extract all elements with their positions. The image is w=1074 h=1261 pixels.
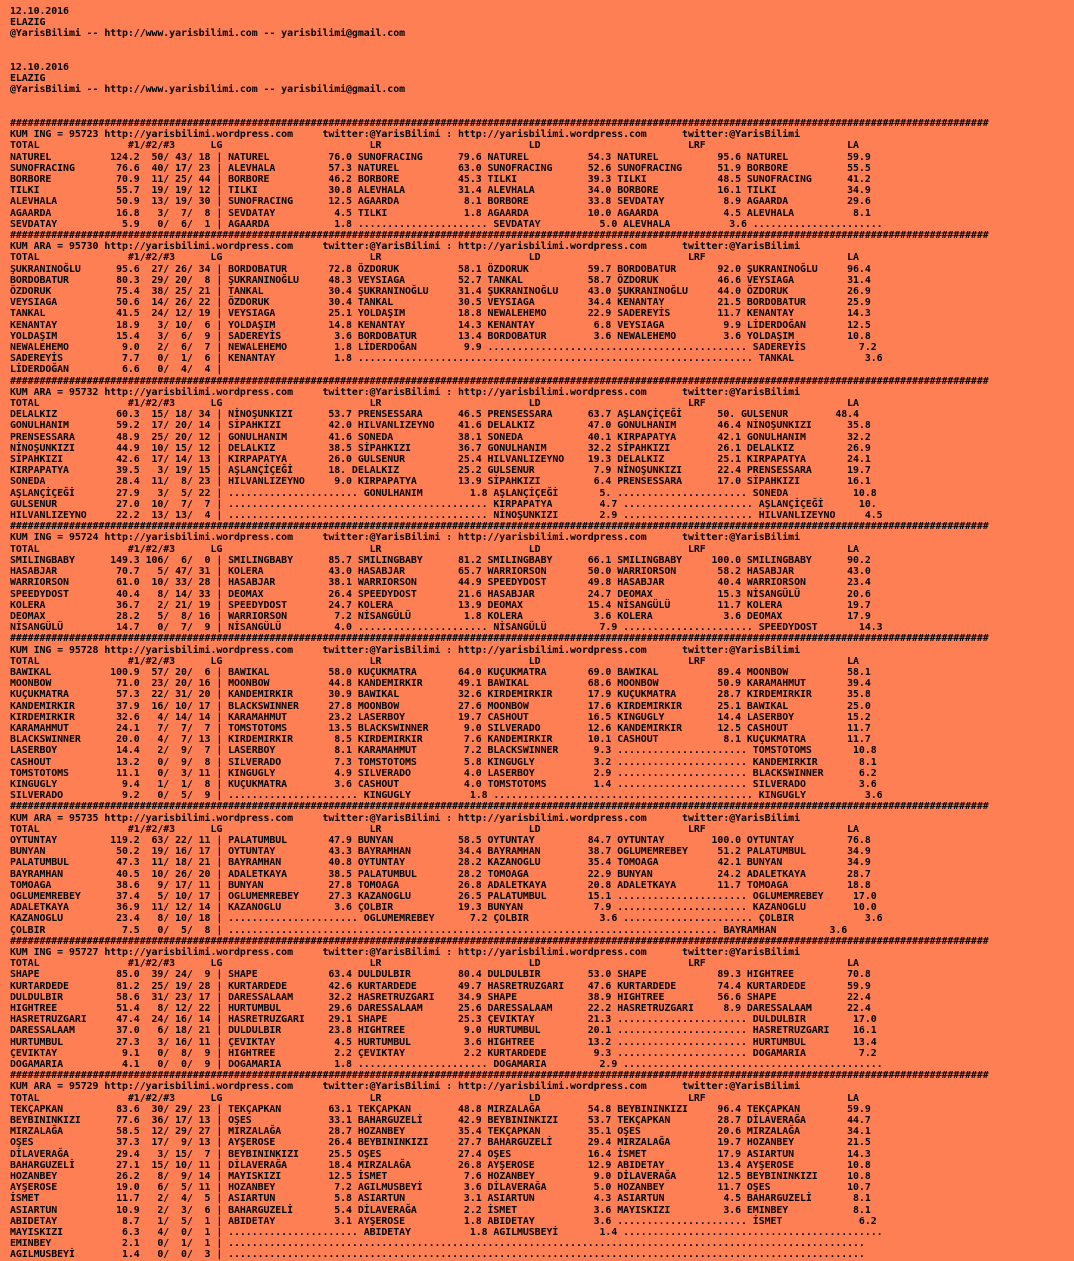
text-line: KUM ING = 95727 http://yarisbilimi.wordpress.com twitter:@YarisBilimi : http://yarisbilimi.wordpress.com twitter:@YarisBilimi bbox=[10, 947, 800, 958]
text-line: KURTARDEDE 81.2 25/ 19/ 28 | KURTARDEDE 42.6 KURTARDEDE 49.7 HASRETRUZGARI 47.6 KURTARDEDE 74.4 KURTARDEDE 59.9 bbox=[10, 980, 871, 992]
text-line: TOTAL #1/#2/#3 LG LR LD LRF LA bbox=[10, 140, 859, 152]
text-line: KUM ING = 95724 http://yarisbilimi.wordpress.com twitter:@YarisBilimi : http://yarisbilimi.wordpress.com twitter:@YarisBilimi bbox=[10, 532, 800, 544]
text-line: SMILINGBABY 149.3 106/ 6/ 0 | SMILINGBABY 85.7 SMILINGBABY 81.2 SMILINGBABY 66.1 SMILINGBABY 100.0 SMILINGBABY 90.2 bbox=[10, 554, 871, 566]
text-line: DOGAMARIA 4.1 0/ 0/ 9 | DOGAMARIA 1.8 ...................... DOGAMARIA 2.9 ............................................ bbox=[10, 1059, 883, 1071]
text-line: HASABJAR 70.7 5/ 47/ 31 | KOLERA 43.0 HASABJAR 65.7 WARRIORSON 50.0 WARRIORSON 58.2 HASABJAR 43.0 bbox=[10, 566, 871, 578]
text-line: KENANTAY 18.9 3/ 10/ 6 | YOLDAŞIM 14.8 KENANTAY 14.3 KENANTAY 6.8 VEYSIAGA 9.9 LİDERDOĞAN 12.5 bbox=[10, 319, 871, 331]
text-line: ABIDETAY 8.7 1/ 5/ 1 | ABIDETAY 3.1 AYŞEROSE 1.8 ABIDETAY 3.6 ...................... İSMET 6.2 bbox=[10, 1215, 877, 1227]
text-line: BUNYAN 50.2 19/ 16/ 17 | OYTUNTAY 43.3 BAYRAMHAN 34.4 BAYRAMHAN 38.7 OGLUMEMREBEY 51.2 PALATUMBUL 34.9 bbox=[10, 846, 871, 858]
text-line: WARRIORSON 61.0 10/ 33/ 28 | HASABJAR 38.1 WARRIORSON 44.9 SPEEDYDOST 49.8 HASABJAR 40.4 WARRIORSON 23.4 bbox=[10, 577, 871, 589]
text-line: SHAPE 85.0 39/ 24/ 9 | SHAPE 63.4 DULDULBIR 80.4 DULDULBIR 53.0 SHAPE 89.3 HIGHTREE 70.8 bbox=[10, 969, 871, 981]
text-line: EMINBEY 2.1 0/ 1/ 1 | ............................................................................................................ bbox=[10, 1238, 865, 1250]
text-line: PRENSESSARA 48.9 25/ 20/ 12 | GONULHANIM 41.6 SONEDA 38.1 SONEDA 40.1 KIRPAPATYA 42.1 GONULHANIM 32.2 bbox=[10, 431, 871, 443]
text-line bbox=[10, 40, 1068, 51]
text-line: ŞUKRANINOĞLU 95.6 27/ 26/ 34 | BORDOBATUR 72.8 ÖZDORUK 58.1 ÖZDORUK 59.7 BORDOBATUR 92.0 ŞUKRANINOĞLU 96.4 bbox=[10, 263, 871, 275]
text-line: ELAZIG bbox=[10, 73, 46, 85]
text-line: YOLDAŞIM 15.4 3/ 6/ 9 | SADEREYİS 3.6 BORDOBATUR 13.4 BORDOBATUR 3.6 NEWALEHEMO 3.6 YOLDAŞIM 10.8 bbox=[10, 330, 871, 342]
text-line: AŞLANÇİÇEĞİ 27.9 3/ 5/ 22 | ...................... GONULHANIM 1.8 AŞLANÇİÇEĞİ 5. ...................... SONEDA 10.8 bbox=[10, 487, 877, 499]
text-line: AGAARDA 16.8 3/ 7/ 8 | SEVDATAY 4.5 TILKI 1.8 AGAARDA 10.0 AGAARDA 4.5 ALEVHALA 8.1 bbox=[10, 207, 871, 219]
text-line: KINGUGLY 9.4 1/ 1/ 8 | KUÇUKMATRA 3.6 CASHOUT 4.0 TOMSTOTOMS 1.4 ...................... SILVERADO 3.6 bbox=[10, 778, 877, 790]
section-divider: ###################################################################################################################################################################### bbox=[10, 633, 989, 645]
text-line: AYŞEROSE 19.0 6/ 5/ 11 | HOZANBEY 7.2 AGILMUSBEYİ 3.6 DİLAVERAĞA 5.0 HOZANBEY 11.7 OŞES 10.7 bbox=[10, 1182, 871, 1194]
text-line: ÇOLBIR 7.5 0/ 5/ 8 | ................................................................................... BAYRAMHAN 3.6 bbox=[10, 924, 848, 936]
text-line: DARESSALAAM 37.0 6/ 18/ 21 | DULDULBIR 23.8 HIGHTREE 9.0 HURTUMBUL 20.1 ...................... HASRETRUZGARI 16.1 bbox=[10, 1025, 877, 1037]
text-line: KUM ING = 95723 http://yarisbilimi.wordpress.com twitter:@YarisBilimi : http://yarisbilimi.wordpress.com twitter:@YarisBilimi bbox=[10, 129, 800, 141]
text-line: TANKAL 41.5 24/ 12/ 19 | VEYSIAGA 25.1 YOLDAŞIM 18.8 NEWALEHEMO 22.9 SADEREYİS 11.7 KENANTAY 14.3 bbox=[10, 308, 871, 320]
text-line: KUM ARA = 95730 http://yarisbilimi.wordpress.com twitter:@YarisBilimi : http://yarisbilimi.wordpress.com twitter:@YarisBilimi bbox=[10, 241, 800, 253]
text-line: TOMSTOTOMS 11.1 0/ 3/ 11 | KINGUGLY 4.9 SILVERADO 4.0 LASERBOY 2.9 ...................... BLACKSWINNER 6.2 bbox=[10, 767, 877, 779]
text-line: NİNOŞUNKIZI 44.9 10/ 15/ 12 | DELALKIZ 38.5 SİPAHKIZI 36.7 GONULHANIM 32.2 SİPAHKIZI 26.1 DELALKIZ 26.9 bbox=[10, 442, 871, 454]
text-line: OŞES 37.3 17/ 9/ 13 | AYŞEROSE 26.4 BEYBININKIZI 27.7 BAHARGUZELİ 29.4 MIRZALAĞA 19.7 HOZANBEY 21.5 bbox=[10, 1137, 871, 1149]
text-line: @YarisBilimi -- http://www.yarisbilimi.com -- yarisbilimi@gmail.com bbox=[10, 84, 405, 96]
text-line: KUM ARA = 95729 http://yarisbilimi.wordpress.com twitter:@YarisBilimi : http://yarisbilimi.wordpress.com twitter:@YarisBilimi bbox=[10, 1081, 800, 1093]
text-line: SEVDATAY 5.9 0/ 6/ 1 | AGAARDA 1.8 ...................... SEVDATAY 5.0 ALEVHALA 3.6 ...................... bbox=[10, 218, 883, 230]
text-line: AGILMUSBEYİ 1.4 0/ 0/ 3 | ............................................................................................................ bbox=[10, 1249, 865, 1261]
text-line: CASHOUT 13.2 0/ 9/ 8 | SILVERADO 7.3 TOMSTOTOMS 5.8 KINGUGLY 3.2 ...................... KANDEMIRKIR 8.1 bbox=[10, 756, 877, 768]
text-line: TOTAL #1/#2/#3 LG LR LD LRF LA bbox=[10, 823, 859, 835]
text-line: TILKI 55.7 19/ 19/ 12 | TILKI 30.8 ALEVHALA 31.4 ALEVHALA 34.0 BORBORE 16.1 TILKI 34.9 bbox=[10, 185, 871, 197]
text-line: SUNOFRACING 76.6 40/ 17/ 23 | ALEVHALA 57.3 NATUREL 63.0 SUNOFRACING 52.6 SUNOFRACING 51.9 BORBORE 55.5 bbox=[10, 162, 871, 174]
text-line: İSMET 11.7 2/ 4/ 5 | ASIARTUN 5.8 ASIARTUN 3.1 ASIARTUN 4.3 ASIARTUN 4.5 BAHARGUZELİ 8.1 bbox=[10, 1193, 871, 1205]
text-line: LASERBOY 14.4 2/ 9/ 7 | LASERBOY 8.1 KARAMAHMUT 7.2 BLACKSWINNER 9.3 ...................... TOMSTOTOMS 10.8 bbox=[10, 745, 877, 757]
section-divider: ###################################################################################################################################################################### bbox=[10, 117, 989, 129]
text-line: OGLUMEMREBEY 37.4 5/ 10/ 17 | OGLUMEMREBEY 27.3 KAZANOGLU 26.5 PALATUMBUL 15.1 ...................... OGLUMEMREBEY 17.0 bbox=[10, 890, 877, 902]
text-line: OYTUNTAY 119.2 63/ 22/ 11 | PALATUMBUL 47.9 BUNYAN 58.5 OYTUNTAY 84.7 OYTUNTAY 100.0 OYTUNTAY 76.8 bbox=[10, 834, 871, 846]
section-divider: ###################################################################################################################################################################### bbox=[10, 935, 989, 947]
text-line: HILVANLIZEYNO 22.2 13/ 13/ 4 | ............................................ NİNOŞUNKIZI 2.9 ...................... HILVANLIZEYNO 4.5 bbox=[10, 510, 883, 522]
text-line: DELALKIZ 60.3 15/ 18/ 34 | NİNOŞUNKIZI 53.7 PRENSESSARA 46.5 PRENSESSARA 63.7 AŞLANÇİÇEĞİ 50. GULSENUR 48.4 bbox=[10, 409, 859, 421]
text-line: SILVERADO 9.2 0/ 5/ 9 | ...................... KINGUGLY 1.8 ............................................ KINGUGLY 3.6 bbox=[10, 790, 883, 802]
text-line: HOZANBEY 26.2 8/ 9/ 14 | MAYISKIZI 12.5 İSMET 7.6 HOZANBEY 9.0 DİLAVERAĞA 12.5 BEYBININKIZI 10.8 bbox=[10, 1171, 871, 1183]
text-line: SPEEDYDOST 40.4 8/ 14/ 33 | DEOMAX 26.4 SPEEDYDOST 21.6 HASABJAR 24.7 DEOMAX 15.3 NİSANGÜLÜ 20.6 bbox=[10, 588, 871, 600]
text-line: KAZANOGLU 23.4 8/ 10/ 18 | ...................... OGLUMEMREBEY 7.2 ÇOLBIR 3.6 ...................... ÇOLBIR 3.6 bbox=[10, 913, 883, 925]
text-line: BAWIKAL 100.9 57/ 20/ 6 | BAWIKAL 58.0 KUÇUKMATRA 64.0 KUÇUKMATRA 69.0 BAWIKAL 89.4 MOONBOW 58.1 bbox=[10, 666, 871, 678]
text-line: KARAMAHMUT 24.1 7/ 7/ 7 | TOMSTOTOMS 13.5 BLACKSWINNER 9.0 SILVERADO 12.6 KANDEMIRKIR 12.5 CASHOUT 11.7 bbox=[10, 722, 871, 734]
text-line: KUM ARA = 95735 http://yarisbilimi.wordpress.com twitter:@YarisBilimi : http://yarisbilimi.wordpress.com twitter:@YarisBilimi bbox=[10, 812, 800, 824]
text-line: BORBORE 70.9 11/ 25/ 44 | BORBORE 46.2 BORBORE 45.3 TILKI 39.3 TILKI 48.5 SUNOFRACING 41.2 bbox=[10, 173, 871, 185]
text-line: KANDEMIRKIR 37.9 16/ 10/ 17 | BLACKSWINNER 27.8 MOONBOW 27.6 MOONBOW 17.6 KIRDEMIRKIR 25.1 BAWIKAL 25.0 bbox=[10, 700, 871, 712]
text-line: DEOMAX 28.2 5/ 8/ 16 | WARRIORSON 7.2 NİSANGÜLÜ 1.8 KOLERA 3.6 KOLERA 3.6 DEOMAX 17.9 bbox=[10, 610, 871, 622]
text-line: TEKÇAPKAN 83.6 30/ 29/ 23 | TEKÇAPKAN 63.1 TEKÇAPKAN 48.8 MIRZALAĞA 54.8 BEYBININKIZI 96.4 TEKÇAPKAN 59.9 bbox=[10, 1103, 871, 1115]
text-line: 12.10.2016 bbox=[10, 61, 69, 73]
text-line: HIGHTREE 51.4 8/ 12/ 22 | HURTUMBUL 29.6 DARESSALAAM 25.6 DARESSALAAM 22.2 HASRETRUZGARI 8.9 DARESSALAAM 22.4 bbox=[10, 1003, 871, 1015]
text-line: 12.10.2016 bbox=[10, 6, 69, 17]
text-line: ASIARTUN 10.9 2/ 3/ 6 | BAHARGUZELİ 5.4 DİLAVERAĞA 2.2 İSMET 3.6 MAYISKIZI 3.6 EMINBEY 8.1 bbox=[10, 1204, 871, 1216]
text-line: VEYSIAGA 50.6 14/ 26/ 22 | ÖZDORUK 30.4 TANKAL 30.5 VEYSIAGA 34.4 KENANTAY 21.5 BORDOBATUR 25.9 bbox=[10, 297, 871, 309]
text-line: BLACKSWINNER 20.0 4/ 7/ 13 | KIRDEMIRKIR 8.5 KIRDEMIRKIR 7.6 KANDEMIRKIR 10.1 CASHOUT 8.1 KUÇUKMATRA 11.7 bbox=[10, 734, 871, 746]
text-line: TOTAL #1/#2/#3 LG LR LD LRF LA bbox=[10, 1092, 859, 1104]
text-line: MOONBOW 71.0 23/ 20/ 16 | MOONBOW 44.8 KANDEMIRKIR 49.1 BAWIKAL 68.6 MOONBOW 50.9 KARAMAHMUT 39.4 bbox=[10, 678, 871, 690]
text-line: TOTAL #1/#2/#3 LG LR LD LRF LA bbox=[10, 252, 859, 264]
text-line: KIRPAPATYA 39.5 3/ 19/ 15 | AŞLANÇİÇEĞİ 18. DELALKIZ 25.2 GULSENUR 7.9 NİNOŞUNKIZI 22.4 PRENSESSARA 19.7 bbox=[10, 465, 871, 477]
text-line: @YarisBilimi -- http://www.yarisbilimi.com -- yarisbilimi@gmail.com bbox=[10, 28, 405, 40]
text-line bbox=[10, 51, 1068, 62]
text-line: DULDULBIR 58.6 31/ 23/ 17 | DARESSALAAM 32.2 HASRETRUZGARI 34.9 SHAPE 38.9 HIGHTREE 56.6 SHAPE 22.4 bbox=[10, 991, 871, 1003]
text-line: NATUREL 124.2 50/ 43/ 18 | NATUREL 76.0 SUNOFRACING 79.6 NATUREL 54.3 NATUREL 95.6 NATUREL 59.9 bbox=[10, 151, 871, 163]
text-line: PALATUMBUL 47.3 11/ 18/ 21 | BAYRAMHAN 40.8 OYTUNTAY 28.2 KAZANOGLU 35.4 TOMOAGA 42.1 BUNYAN 34.9 bbox=[10, 857, 871, 869]
text-line: KIRDEMIRKIR 32.6 4/ 14/ 14 | KARAMAHMUT 23.2 LASERBOY 19.7 CASHOUT 16.5 KINGUGLY 14.4 LASERBOY 15.2 bbox=[10, 711, 871, 723]
section-divider: ###################################################################################################################################################################### bbox=[10, 801, 989, 813]
text-line: ÖZDORUK 75.4 38/ 25/ 21 | TANKAL 30.4 ŞUKRANINOĞLU 31.4 ŞUKRANINOĞLU 43.0 ŞUKRANINOĞLU 44.0 ÖZDORUK 26.9 bbox=[10, 286, 871, 298]
text-line: TOTAL #1/#2/#3 LG LR LD LRF LA bbox=[10, 543, 859, 555]
text-line: HASRETRUZGARI 47.4 24/ 16/ 14 | HASRETRUZGARI 29.1 SHAPE 25.3 ÇEVIKTAY 21.3 ...................... DULDULBIR 17.0 bbox=[10, 1014, 877, 1026]
text-line: ALEVHALA 50.9 13/ 19/ 30 | SUNOFRACING 12.5 AGAARDA 8.1 BORBORE 33.8 SEVDATAY 8.9 AGAARDA 29.6 bbox=[10, 196, 871, 208]
section-divider: ###################################################################################################################################################################### bbox=[10, 375, 989, 387]
section-divider: ###################################################################################################################################################################### bbox=[10, 230, 989, 241]
text-line: ADALETKAYA 36.9 11/ 12/ 14 | KAZANOGLU 3.6 ÇOLBIR 19.3 BUNYAN 7.9 ...................... KAZANOGLU 10.0 bbox=[10, 902, 877, 914]
text-line: SİPAHKIZI 42.6 17/ 14/ 13 | KIRPAPATYA 26.0 GULSENUR 25.4 HILVANLIZEYNO 19.3 DELALKIZ 25.1 KIRPAPATYA 24.1 bbox=[10, 454, 871, 466]
text-line: SONEDA 28.4 11/ 8/ 23 | HILVANLIZEYNO 9.0 KIRPAPATYA 13.9 SİPAHKIZI 6.4 PRENSESSARA 17.0 SİPAHKIZI 16.1 bbox=[10, 476, 871, 488]
text-line: ELAZIG bbox=[10, 17, 46, 29]
text-line: MIRZALAĞA 58.5 12/ 29/ 27 | MIRZALAĞA 28.7 HOZANBEY 35.4 TEKÇAPKAN 35.1 OŞES 20.6 MIRZALAĞA 34.1 bbox=[10, 1126, 871, 1138]
text-line: KUM ARA = 95732 http://yarisbilimi.wordpress.com twitter:@YarisBilimi : http://yarisbilimi.wordpress.com twitter:@YarisBilimi bbox=[10, 386, 800, 398]
text-line: MAYISKIZI 6.3 4/ 0/ 1 | ...................... ABIDETAY 1.8 AGILMUSBEYİ 1.4 ............................................ bbox=[10, 1227, 883, 1239]
text-line: TOTAL #1/#2/#3 LG LR LD LRF LA bbox=[10, 655, 859, 667]
text-line: KOLERA 36.7 2/ 21/ 19 | SPEEDYDOST 24.7 KOLERA 13.9 DEOMAX 15.4 NİSANGÜLÜ 11.7 KOLERA 19.7 bbox=[10, 599, 871, 611]
text-line: BAHARGUZELİ 27.1 15/ 10/ 11 | DİLAVERAĞA 18.4 MIRZALAĞA 26.8 AYŞEROSE 12.9 ABIDETAY 13.4 AYŞEROSE 10.8 bbox=[10, 1159, 871, 1171]
text-line: SADEREYİS 7.7 0/ 1/ 6 | KENANTAY 1.8 ................................................................... TANKAL 3.6 bbox=[10, 353, 883, 365]
text-line: HURTUMBUL 27.3 3/ 16/ 11 | ÇEVIKTAY 4.5 HURTUMBUL 3.6 HIGHTREE 13.2 ...................... HURTUMBUL 13.4 bbox=[10, 1036, 877, 1048]
text-line: KUM ING = 95728 http://yarisbilimi.wordpress.com twitter:@YarisBilimi : http://yarisbilimi.wordpress.com twitter:@YarisBilimi bbox=[10, 644, 800, 656]
text-line: LİDERDOĞAN 6.6 0/ 4/ 4 | bbox=[10, 364, 223, 376]
text-line: NEWALEHEMO 9.0 2/ 6/ 7 | NEWALEHEMO 1.8 LİDERDOĞAN 9.9 ............................................ SADEREYİS 7.2 bbox=[10, 342, 877, 354]
text-line: BAYRAMHAN 40.5 10/ 26/ 20 | ADALETKAYA 38.5 PALATUMBUL 28.2 TOMOAGA 22.9 BUNYAN 24.2 ADALETKAYA 28.7 bbox=[10, 868, 871, 880]
text-line: DİLAVERAĞA 29.4 3/ 15/ 7 | BEYBININKIZI 25.5 OŞES 27.4 OŞES 16.4 İSMET 17.9 ASIARTUN 14.3 bbox=[10, 1148, 871, 1160]
text-line: TOTAL #1/#2/#3 LG LR LD LRF LA bbox=[10, 958, 859, 970]
text-line: TOMOAGA 38.6 9/ 17/ 11 | BUNYAN 27.8 TOMOAGA 26.8 ADALETKAYA 20.8 ADALETKAYA 11.7 TOMOAGA 18.8 bbox=[10, 879, 871, 891]
race-results-text bbox=[10, 6, 1068, 1261]
text-line: NİSANGÜLÜ 14.7 0/ 7/ 9 | NİSANGÜLÜ 4.0 ...................... NİSANGÜLÜ 7.9 ...................... SPEEDYDOST 14.3 bbox=[10, 622, 883, 634]
text-line bbox=[10, 96, 1068, 107]
text-line: GONULHANIM 59.2 17/ 20/ 14 | SİPAHKIZI 42.0 HILVANLIZEYNO 41.6 DELALKIZ 47.0 GONULHANIM 46.4 NİNOŞUNKIZI 35.8 bbox=[10, 420, 871, 432]
text-line bbox=[10, 107, 1068, 118]
text-line: KUÇUKMATRA 57.3 22/ 31/ 20 | KANDEMIRKIR 30.9 BAWIKAL 32.6 KIRDEMIRKIR 17.9 KUÇUKMATRA 28.7 KIRDEMIRKIR 35.8 bbox=[10, 689, 871, 701]
text-line: GULSENUR 27.0 10/ 7/ 7 | ............................................ KIRPAPATYA 4.7 ...................... AŞLANÇİÇEĞİ 10. bbox=[10, 498, 877, 510]
section-divider: ###################################################################################################################################################################### bbox=[10, 1070, 989, 1082]
text-line: BORDOBATUR 80.3 29/ 20/ 8 | ŞUKRANINOĞLU 48.3 VEYSIAGA 52.7 TANKAL 58.7 ÖZDORUK 46.6 VEYSIAGA 31.4 bbox=[10, 274, 871, 286]
text-line: TOTAL #1/#2/#3 LG LR LD LRF LA bbox=[10, 398, 859, 410]
text-line: ÇEVIKTAY 9.1 0/ 8/ 9 | HIGHTREE 2.2 ÇEVIKTAY 2.2 KURTARDEDE 9.3 ...................... DOGAMARIA 7.2 bbox=[10, 1047, 877, 1059]
text-line: BEYBININKIZI 77.6 36/ 17/ 13 | OŞES 33.1 BAHARGUZELİ 42.9 BEYBININKIZI 53.7 TEKÇAPKAN 28.7 DİLAVERAĞA 44.7 bbox=[10, 1115, 871, 1127]
section-divider: ###################################################################################################################################################################### bbox=[10, 521, 989, 533]
